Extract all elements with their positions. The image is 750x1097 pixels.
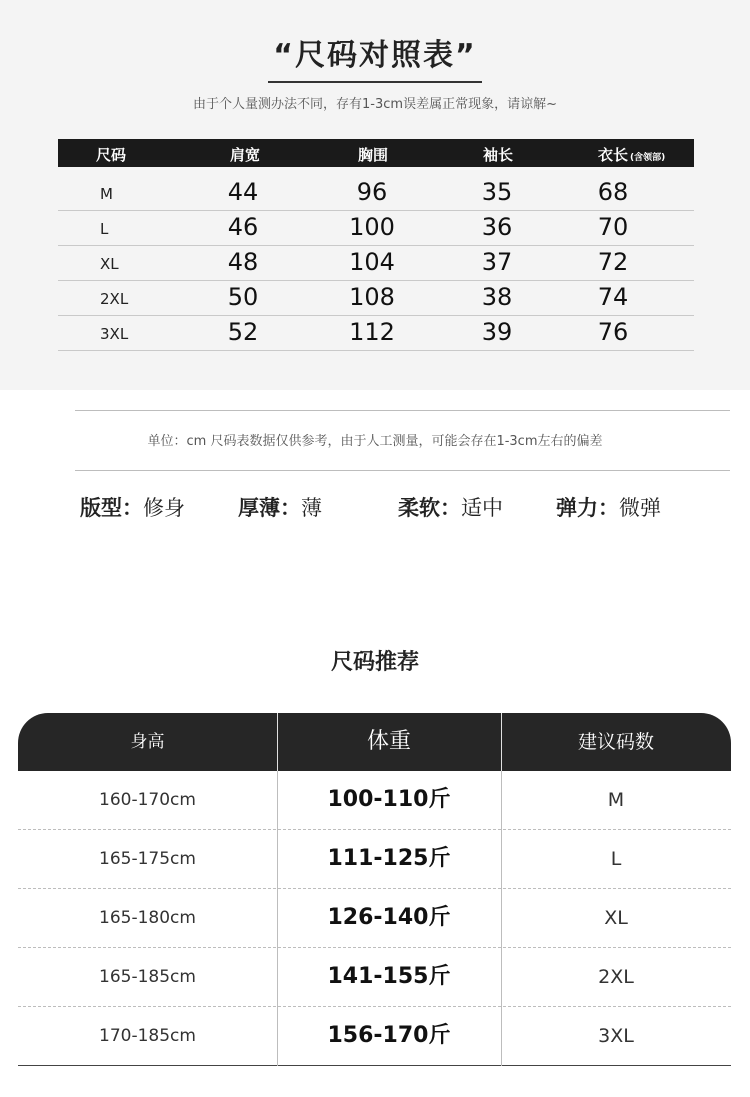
attribute-value: 修身: [143, 496, 185, 520]
attribute-label: 版型：: [80, 496, 143, 520]
title-underline: [268, 81, 482, 83]
height-cell: 165-180cm: [99, 908, 196, 928]
header-weight: 体重: [366, 729, 411, 754]
header-sleeve: 袖长: [483, 146, 514, 164]
suggested-size-cell: M: [607, 789, 625, 811]
chest-cell: 112: [349, 318, 395, 346]
recommend-row: [18, 771, 731, 830]
attribute-elasticity: [556, 492, 661, 522]
chest-cell: 100: [349, 213, 395, 241]
weight-cell: 100-110斤: [327, 787, 451, 812]
column-divider: [501, 771, 502, 1066]
weight-cell: 111-125斤: [327, 846, 451, 871]
length-cell: 70: [597, 213, 629, 241]
length-cell: 76: [597, 318, 629, 346]
attribute-value: 微弹: [619, 496, 661, 520]
recommend-row: [18, 948, 731, 1007]
attribute-value: 适中: [461, 496, 503, 520]
height-cell: 160-170cm: [99, 790, 196, 810]
size-row: [58, 245, 694, 281]
column-divider: [277, 771, 278, 1066]
size-cell: 2XL: [100, 290, 129, 308]
header-length-note: (含领部): [630, 153, 666, 163]
header-shoulder: 肩宽: [230, 146, 261, 164]
attribute-softness: [398, 492, 503, 522]
unit-note-divider: [75, 410, 730, 411]
chest-cell: 108: [349, 283, 395, 311]
suggested-size-cell: 3XL: [598, 1025, 634, 1047]
header-chest: 胸围: [358, 146, 389, 164]
size-cell: XL: [100, 255, 119, 273]
recommend-row: [18, 1007, 731, 1066]
length-cell: 68: [597, 178, 629, 206]
shoulder-cell: 46: [227, 213, 259, 241]
attribute-label: 厚薄：: [238, 496, 301, 520]
size-cell: 3XL: [100, 325, 129, 343]
header-length: [598, 144, 665, 165]
recommend-row: [18, 889, 731, 948]
sleeve-cell: 39: [481, 318, 513, 346]
size-row: [58, 210, 694, 246]
recommend-row: [18, 830, 731, 889]
attribute-thickness: [238, 492, 322, 522]
attribute-label: 弹力：: [556, 496, 619, 520]
header-height: 身高: [130, 732, 165, 752]
attribute-fit: [80, 492, 185, 522]
size-row: [58, 315, 694, 351]
size-cell: M: [100, 185, 113, 203]
weight-cell: 126-140斤: [327, 905, 451, 930]
chest-cell: 104: [349, 248, 395, 276]
unit-note-divider: [75, 470, 730, 471]
header-suggested-size: 建议码数: [577, 731, 654, 753]
attribute-value: 薄: [301, 496, 322, 520]
sleeve-cell: 36: [481, 213, 513, 241]
length-cell: 72: [597, 248, 629, 276]
sleeve-cell: 38: [481, 283, 513, 311]
shoulder-cell: 44: [227, 178, 259, 206]
recommend-title: 尺码推荐: [330, 650, 419, 675]
shoulder-cell: 48: [227, 248, 259, 276]
suggested-size-cell: L: [610, 848, 622, 870]
suggested-size-cell: XL: [604, 907, 628, 929]
weight-cell: 156-170斤: [327, 1023, 451, 1048]
chest-cell: 96: [356, 178, 388, 206]
size-row: [58, 280, 694, 316]
size-chart-header: [58, 139, 694, 167]
height-cell: 165-185cm: [99, 967, 196, 987]
weight-cell: 141-155斤: [327, 964, 451, 989]
height-cell: 165-175cm: [99, 849, 196, 869]
size-cell: L: [100, 220, 109, 238]
header-length-label: 衣长: [598, 146, 629, 164]
unit-note: 单位：cm 尺码表数据仅供参考，由于人工测量，可能会存在1-3cm左右的偏差: [147, 434, 603, 449]
length-cell: 74: [597, 283, 629, 311]
size-chart-subtitle: 由于个人量测办法不同，存有1-3cm误差属正常现象，请谅解~: [193, 97, 557, 112]
shoulder-cell: 50: [227, 283, 259, 311]
suggested-size-cell: 2XL: [598, 966, 634, 988]
header-size: 尺码: [96, 146, 127, 164]
height-cell: 170-185cm: [99, 1026, 196, 1046]
attribute-label: 柔软：: [398, 496, 461, 520]
size-row: [58, 175, 694, 211]
size-chart-title: “尺码对照表”: [273, 38, 477, 73]
sleeve-cell: 37: [481, 248, 513, 276]
sleeve-cell: 35: [481, 178, 513, 206]
shoulder-cell: 52: [227, 318, 259, 346]
recommend-header: [18, 713, 731, 771]
